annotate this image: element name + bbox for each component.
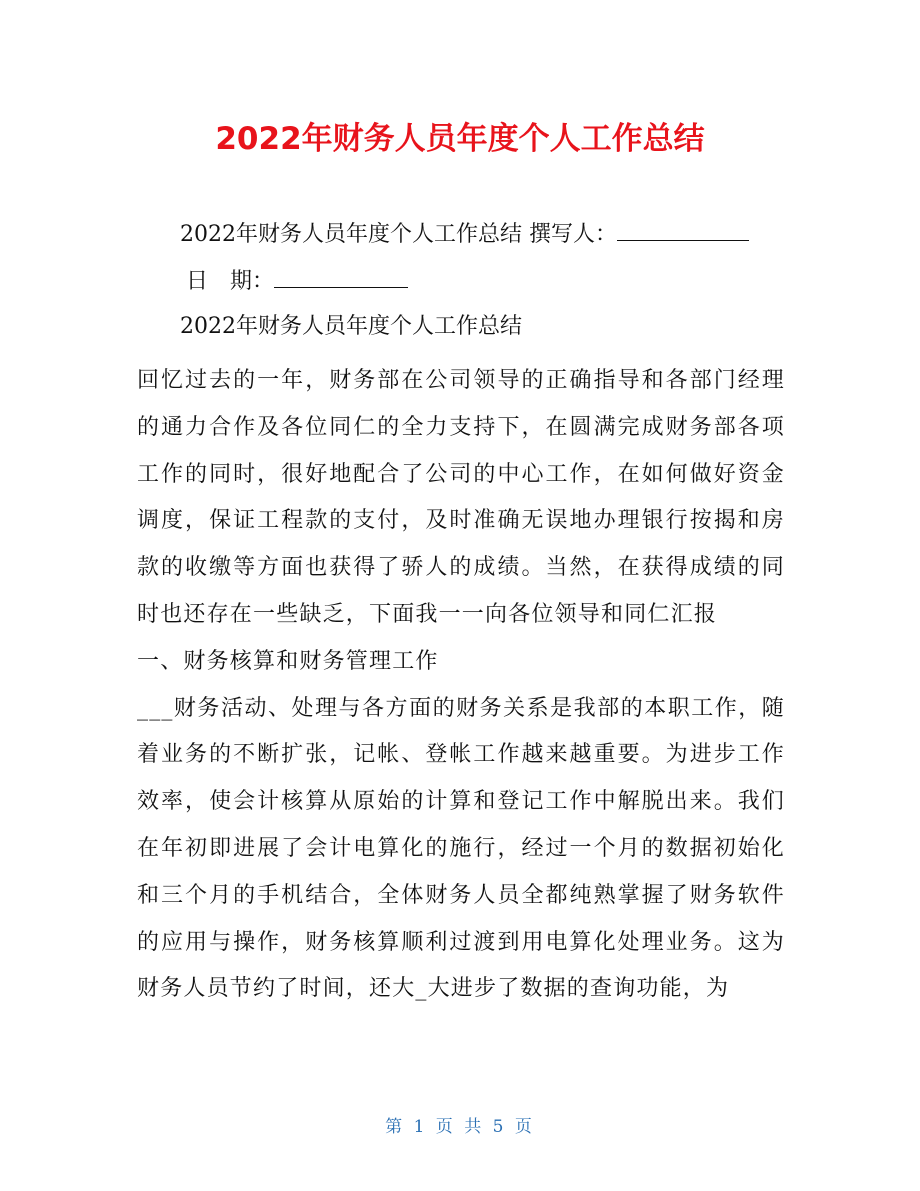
date-line [186,267,408,297]
paragraph-intro: 回忆过去的一年，财务部在公司领导的正确指导和各部门经理的通力合作及各位同仁的全力支持下，在圆满完成财务部各项工作的同时，很好地配合了公司的中心工作，在如何做好资金调度，保证工程款的支付，及时准确无误地办理银行按揭和房款的收缴等方面也获得了骄人的成绩。当然，在获得成绩的同时也还存在一些缺乏，下面我一一向各位领导和同仁汇报 [137,368,785,627]
author-blank [617,222,749,241]
date-label: 日 期： [186,269,275,294]
author-line [180,220,749,250]
date-blank [274,269,408,288]
author-label: 2022年财务人员年度个人工作总结 撰写人： [180,222,617,247]
section-heading: 2022年财务人员年度个人工作总结 [180,314,522,339]
page-title: 2022年财务人员年度个人工作总结 [215,121,705,157]
page-indicator: 第 1 页 共 5 页 [385,1117,535,1137]
paragraph-section-one-body: ___财务活动、处理与各方面的财务关系是我部的本职工作，随着业务的不断扩张，记帐、登帐工作越来越重要。为进步工作效率，使会计核算从原始的计算和登记工作中解脱出来。我们在年初即进展了会计电算化的施行，经过一个月的数据初始化和三个月的手机结合，全体财务人员全都纯熟掌握了财务软件的应用与操作，财务核算顺利过渡到用电算化处理业务。这为财务人员节约了时间，还大_大进步了数据的查询功能，为 [137,695,785,1002]
document-body [137,358,785,1013]
paragraph-section-one-heading: 一、财务核算和财务管理工作 [137,648,439,674]
